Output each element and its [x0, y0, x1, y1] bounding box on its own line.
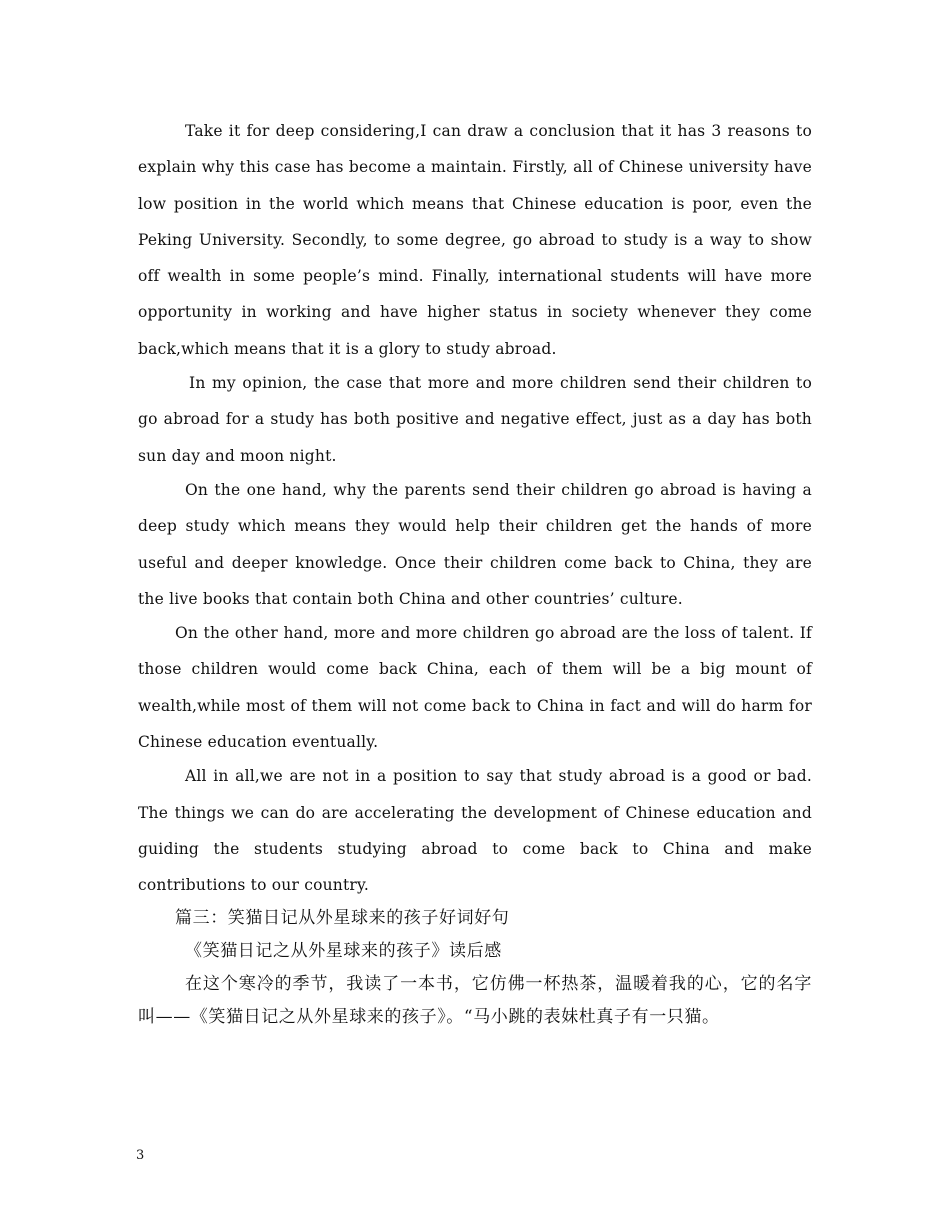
paragraph-all-in-all: All in all,we are not in a position to say that study abroad is a good or bad. The things we can do are accelerating the development of Chinese education and guiding the students studying abroad to come back to China and make contributions to our country.: [138, 767, 812, 895]
paragraph-conclusion-reasons: Take it for deep considering,I can draw a conclusion that it has 3 reasons to explain why this case has become a maintain. Firstly, all of Chinese university have low position in the world which means that Chinese education is poor, even the Peking University. Secondly, to some degree, go abroad to study is a way to show off wealth in some people’s mind. Finally, international students will have more opportunity in working and have higher status in society whenever they come back,which means that it is a glory to study abroad.: [138, 122, 812, 358]
paragraph-one-hand: On the one hand, why the parents send their children go abroad is having a deep study which means they would help their children get the hands of more useful and deeper knowledge. Once their children come back to China, they are the live books that contain both China and other countries’ culture.: [138, 480, 812, 608]
book-title-line: 《笑猫日记之从外星球来的孩子》读后感: [185, 940, 502, 961]
paragraph-opinion: In my opinion, the case that more and more children send their children to go abroad for a study has both positive and negative effect, just as a day has both sun day and moon night.: [138, 374, 812, 465]
document-body: [138, 113, 812, 1034]
paragraph-other-hand: On the other hand, more and more children go abroad are the loss of talent. If those children would come back China, each of them will be a big mount of wealth,while most of them will not come back to China in fact and will do harm for Chinese education eventually.: [138, 624, 812, 752]
page-number: 3: [136, 1148, 145, 1163]
section-heading: 篇三：笑猫日记从外星球来的孩子好词好句: [175, 907, 510, 928]
chinese-paragraph: 在这个寒冷的季节，我读了一本书，它仿佛一杯热茶，温暖着我的心，它的名字叫——《笑猫日记之从外星球来的孩子》。“马小跳的表妹杜真子有一只猫。: [138, 973, 812, 1027]
